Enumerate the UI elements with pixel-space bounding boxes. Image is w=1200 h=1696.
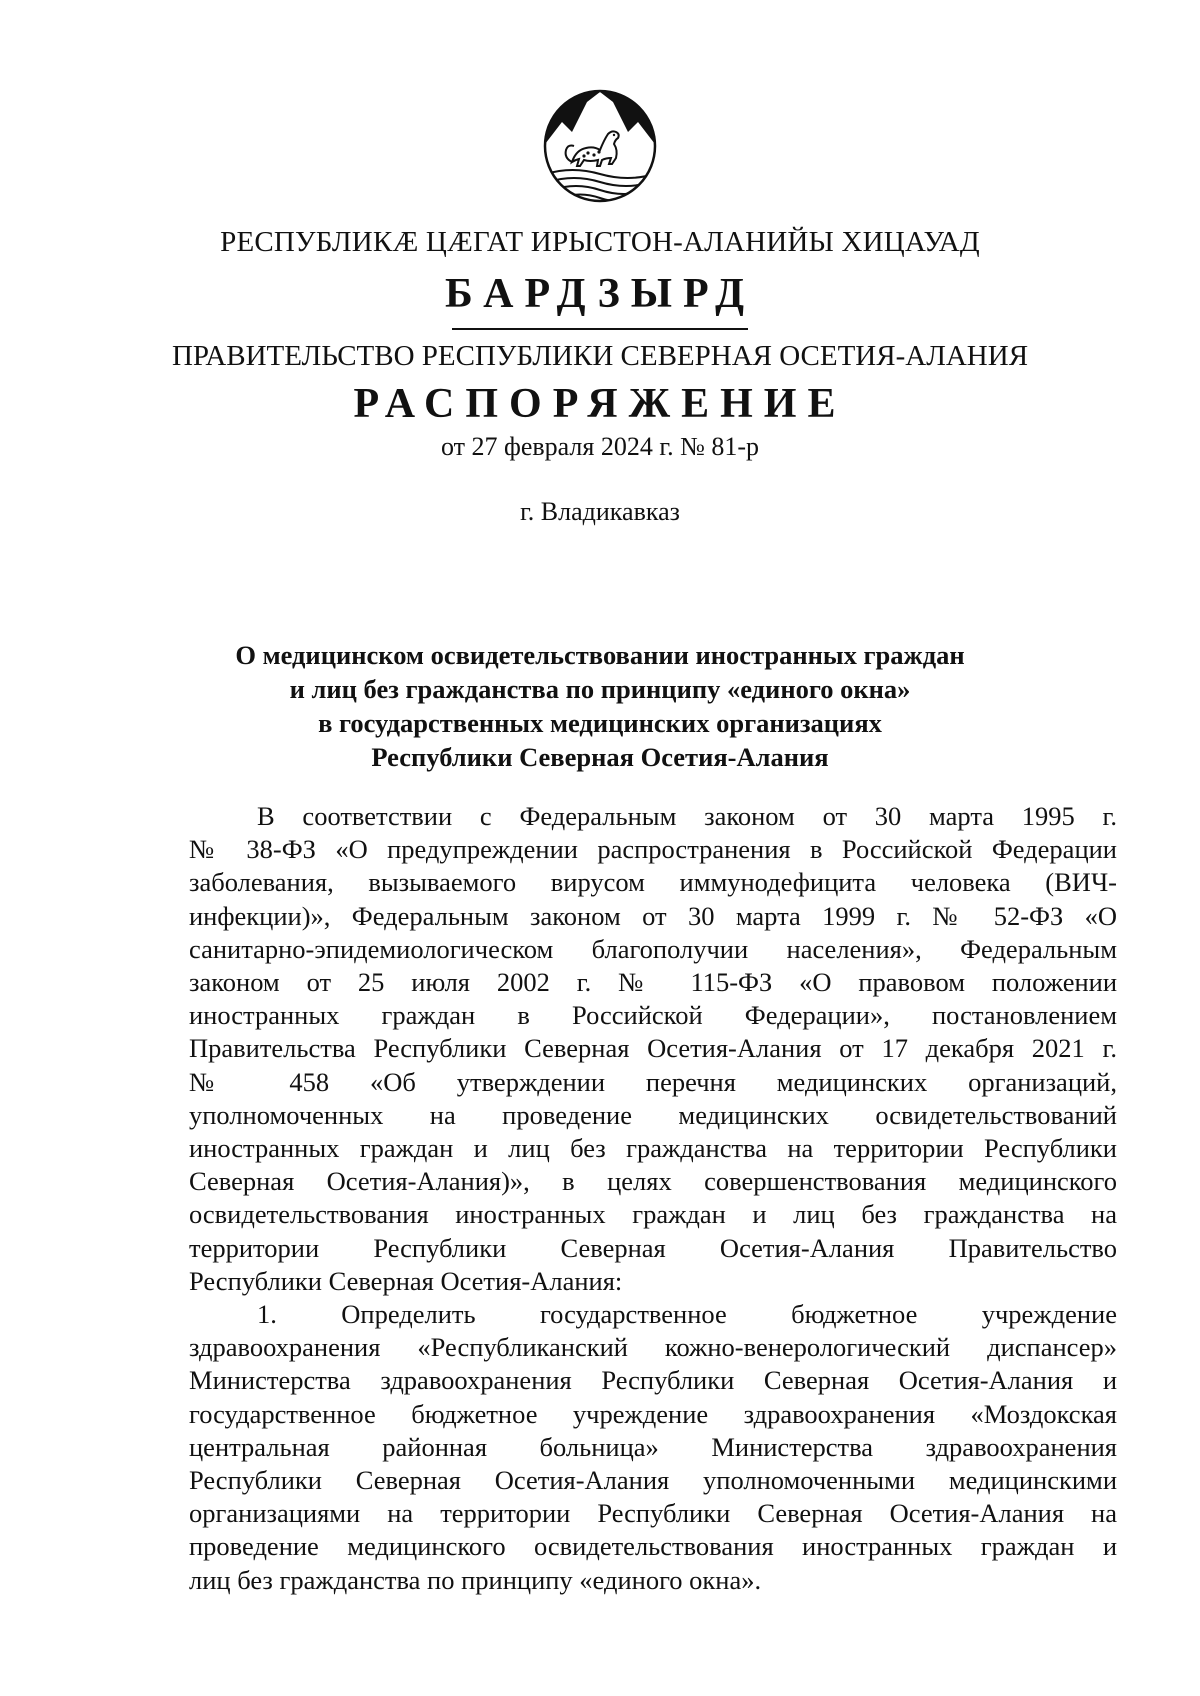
subject-line: О медицинском освидетельствовании иностранных граждан <box>235 640 965 670</box>
subject-line: в государственных медицинских организациях <box>318 708 882 738</box>
document-date-number: от 27 февраля 2024 г. № 81-р <box>440 432 760 461</box>
body-line: В соответствии с Федеральным законом от 30 марта 1995 г. <box>257 801 1117 831</box>
body-line: проведение медицинского освидетельствования иностранных граждан и <box>189 1531 1117 1562</box>
document-body <box>189 800 1117 1597</box>
ossetian-document-type: БАРДЗЫРД <box>444 271 756 317</box>
body-line: заболевания, вызываемого вирусом иммунодефицита человека (ВИЧ- <box>189 867 1117 898</box>
body-line: иностранных граждан в Российской Федерации», постановлением <box>189 1000 1117 1031</box>
subject-line: и лиц без гражданства по принципу «единого окна» <box>289 674 911 704</box>
document-subject <box>0 638 1200 774</box>
body-line: санитарно-эпидемиологическом благополучии населения», Федеральным <box>189 933 1117 964</box>
body-line: территории Республики Северная Осетия-Алания Правительство <box>189 1232 1117 1263</box>
coat-of-arms-emblem <box>542 88 658 204</box>
body-line: Северная Осетия-Алания)», в целях совершенствования медицинского <box>189 1166 1117 1197</box>
body-line: Республики Северная Осетия-Алания уполномоченными медицинскими <box>189 1465 1117 1496</box>
body-line: организациями на территории Республики Северная Осетия-Алания на <box>189 1498 1117 1529</box>
body-line: законом от 25 июля 2002 г. № 115-ФЗ «О правовом положении <box>189 967 1117 998</box>
title-divider <box>452 328 748 330</box>
body-line: государственное бюджетное учреждение здравоохранения «Моздокская <box>189 1398 1117 1429</box>
body-line: уполномоченных на проведение медицинских освидетельствований <box>189 1099 1117 1130</box>
body-line: иностранных граждан и лиц без гражданства на территории Республики <box>189 1133 1117 1164</box>
russian-government-name: ПРАВИТЕЛЬСТВО РЕСПУБЛИКИ СЕВЕРНАЯ ОСЕТИЯ-АЛАНИЯ <box>171 340 1029 372</box>
ossetian-government-name: РЕСПУБЛИКÆ ЦÆГАТ ИРЫСТОН-АЛАНИЙЫ ХИЦАУАД <box>220 226 980 258</box>
body-line: № 38-ФЗ «О предупреждении распространения в Российской Федерации <box>189 834 1117 865</box>
russian-document-type: РАСПОРЯЖЕНИЕ <box>353 381 847 427</box>
body-line: № 458 «Об утверждении перечня медицинских организаций, <box>189 1066 1117 1097</box>
subject-line: Республики Северная Осетия-Алания <box>371 742 829 772</box>
body-line: Правительства Республики Северная Осетия-Алания от 17 декабря 2021 г. <box>189 1033 1117 1064</box>
body-line: инфекции)», Федеральным законом от 30 марта 1999 г. № 52-ФЗ «О <box>189 900 1117 931</box>
body-line: 1. Определить государственное бюджетное учреждение <box>257 1299 1117 1330</box>
document-city: г. Владикавказ <box>520 497 680 526</box>
body-line: освидетельствования иностранных граждан и лиц без гражданства на <box>189 1199 1117 1230</box>
body-line: лиц без гражданства по принципу «единого окна». <box>189 1564 762 1595</box>
body-line: центральная районная больница» Министерства здравоохранения <box>189 1431 1117 1462</box>
body-line: Министерства здравоохранения Республики Северная Осетия-Алания и <box>189 1365 1117 1396</box>
body-line: здравоохранения «Республиканский кожно-венерологический диспансер» <box>189 1332 1117 1363</box>
body-line: Республики Северная Осетия-Алания: <box>189 1265 623 1296</box>
